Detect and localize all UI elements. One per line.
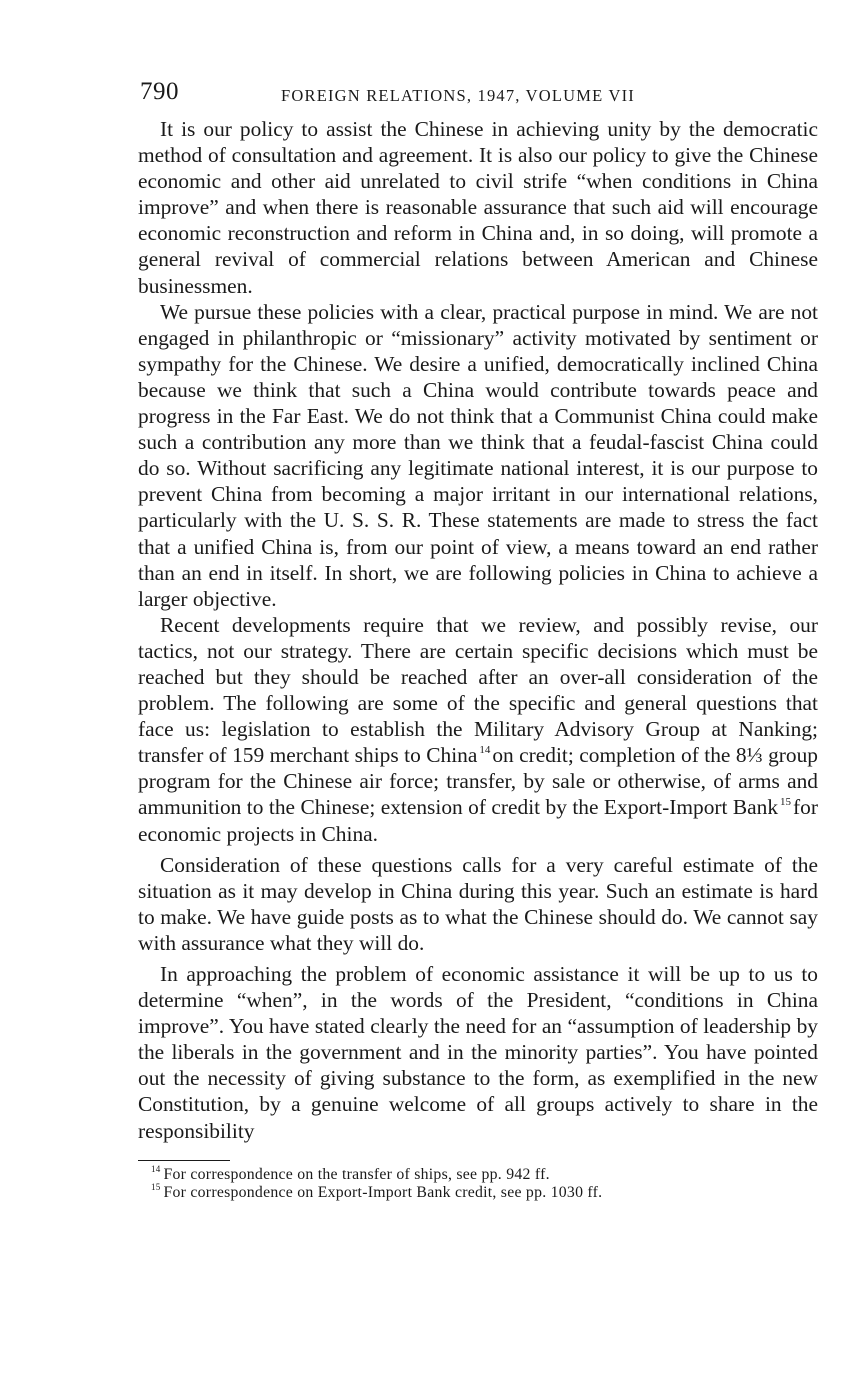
footnote-reference-14: 14 xyxy=(479,744,491,757)
paragraph-2: We pursue these policies with a clear, practical purpose in mind. We are not engaged in philanthropic or “missionary” activity motivated by sentiment or sympathy for the Chinese. We desire a unified, democratically inclined China because we think that such a China would contribute towards peace and progress in the Far East. We do not think that a Communist China could make such a contribution any more than we think that a feudal-fascist China could do so. Without sacrificing any legitimate national interest, it is our purpose to prevent China from becoming a major irritant in our international relations, particularly with the U. S. S. R. These statements are made to stress the fact that a unified China is, from our point of view, a means toward an end rather than an end in itself. In short, we are following policies in China to achieve a larger objective. xyxy=(138,299,818,611)
paragraph-3-text-a: Recent developments require that we review, and possibly revise, our tactics, not our strategy. There are certain specific decisions which must be reached but they should be reached after an over-all consideration of the problem. The following are some of the specific and general questions that face us: legislation to establish the Military Advisory Group at Nanking; transfer of 159 merchant ships to China xyxy=(138,612,818,768)
footnote-14 xyxy=(138,1163,818,1184)
footnote-divider xyxy=(138,1160,230,1161)
footnote-marker-15: 15 xyxy=(151,1181,161,1192)
document-page xyxy=(138,78,818,1202)
paragraph-3-text-b: on credit; completion of the 8⅓ group program for the Chinese air force; transfer, by sale or otherwise, of arms and ammunition to the Chinese; extension of credit by the Export-Import Bank xyxy=(138,743,818,820)
footnote-15-text: For correspondence on Export-Import Bank credit, see pp. 1030 ff. xyxy=(163,1183,603,1201)
running-head xyxy=(138,78,818,112)
footnotes xyxy=(138,1163,818,1202)
paragraph-4: Consideration of these questions calls for a very careful estimate of the situation as it may develop in China during this year. Such an estimate is hard to make. We have guide posts as to what the Chinese should do. We cannot say with assurance what they will do. xyxy=(138,852,818,955)
footnote-14-text: For correspondence on the transfer of ships, see pp. 942 ff. xyxy=(163,1165,550,1183)
running-head-title: FOREIGN RELATIONS, 1947, VOLUME VII xyxy=(281,86,635,105)
paragraph-3-text-c: for economic projects in China. xyxy=(138,795,818,846)
paragraph-3 xyxy=(138,612,818,847)
footnote-15 xyxy=(138,1181,818,1202)
body-text xyxy=(138,116,818,1144)
paragraph-1: It is our policy to assist the Chinese in achieving unity by the democratic method of consultation and agreement. It is also our policy to give the Chinese economic and other aid unrelated to civil strife “when conditions in China improve” and when there is reasonable assurance that such aid will encourage economic reconstruction and reform in China and, in so doing, will promote a general revival of commercial relations between American and Chinese businessmen. xyxy=(138,117,818,298)
footnote-reference-15: 15 xyxy=(780,796,792,809)
paragraph-5: In approaching the problem of economic assistance it will be up to us to determine “when”, in the words of the President, “conditions in China improve”. You have stated clearly the need for an “assumption of leadership by the liberals in the government and in the minority parties”. You have pointed out the necessity of giving substance to the form, as exemplified in the new Constitution, by a genuine welcome of all groups actively to share in the responsibility xyxy=(138,962,818,1143)
page-number: 790 xyxy=(140,78,179,105)
footnote-marker-14: 14 xyxy=(151,1163,161,1174)
